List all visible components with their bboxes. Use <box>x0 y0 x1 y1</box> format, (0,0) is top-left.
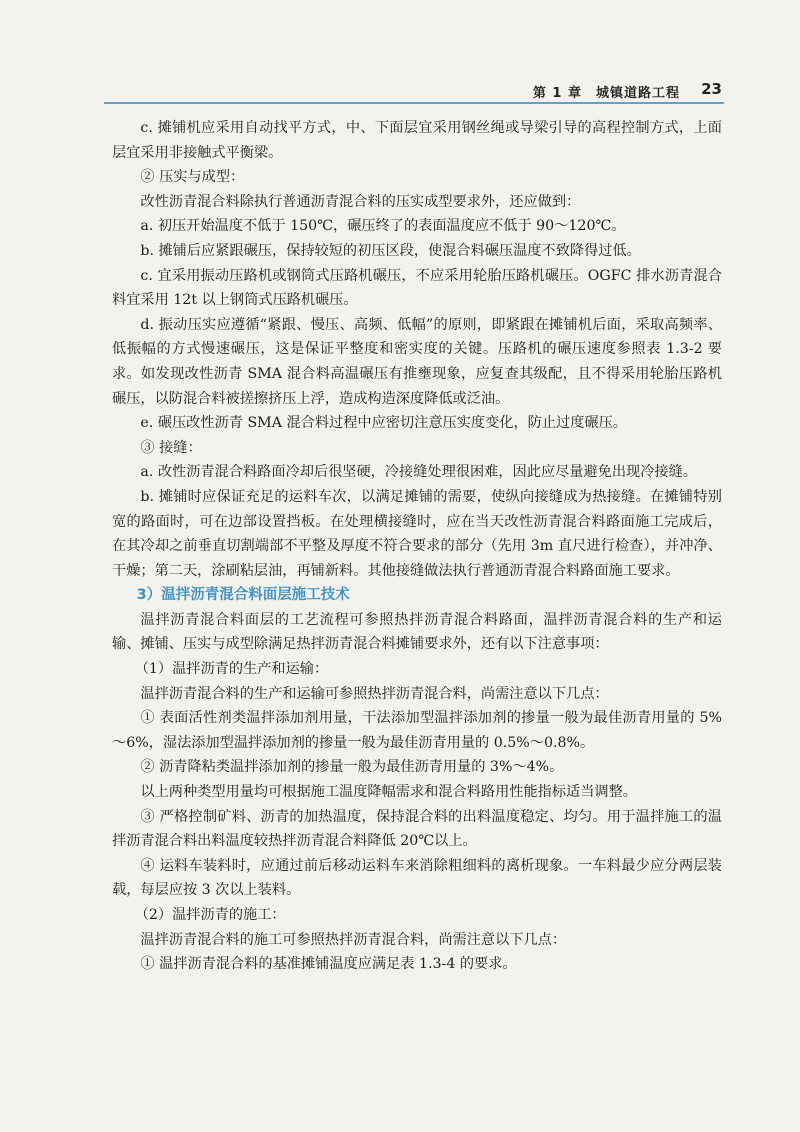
paragraph: ④ 运料车装料时，应通过前后移动运料车来消除粗细料的离析现象。一车料最少应分两层装载，每层应按 3 次以上装料。 <box>112 857 722 899</box>
page-body <box>112 116 722 977</box>
paragraph: a. 初压开始温度不低于 150℃，碾压终了的表面温度应不低于 90～120℃。 <box>140 218 626 235</box>
item-heading: ③ 接缝： <box>140 439 202 456</box>
paragraph: d. 振动压实应遵循“紧跟、慢压、高频、低幅”的原则，即紧跟在摊铺机后面，采取高频率、低振幅的方式慢速碾压，这是保证平整度和密实度的关键。压路机的碾压速度参照表 1.3-2 要求。如发现改性沥青 SMA 混合料高温碾压有推壅现象，应复查其级配，且不得采用轮胎压路机碾压，以防混合料被搓擦挤压上浮，造成构造深度降低或泛油。 <box>112 316 722 407</box>
paragraph: ② 沥青降粘类温拌添加剂的掺量一般为最佳沥青用量的 3%～4%。 <box>140 759 564 776</box>
page-header <box>104 78 724 104</box>
paragraph: 温拌沥青混合料面层的工艺流程可参照热拌沥青混合料路面，温拌沥青混合料的生产和运输、摊铺、压实与成型除满足热拌沥青混合料摊铺要求外，还有以下注意事项： <box>112 611 722 653</box>
paragraph: 温拌沥青混合料的施工可参照热拌沥青混合料，尚需注意以下几点： <box>140 931 567 948</box>
paragraph: 以上两种类型用量均可根据施工温度降幅需求和混合料路用性能指标适当调整。 <box>140 784 637 801</box>
chapter-title: 第 1 章 城镇道路工程 <box>532 86 680 101</box>
paragraph: 改性沥青混合料除执行普通沥青混合料的压实成型要求外，还应做到： <box>140 193 581 210</box>
paragraph: b. 摊铺时应保证充足的运料车次，以满足摊铺的需要，使纵向接缝成为热接缝。在摊铺特别宽的路面时，可在边部设置挡板。在处理横接缝时，应在当天改性沥青混合料路面施工完成后，在其冷却之前垂直切割端部不平整及厚度不符合要求的部分（先用 3m 直尺进行检查），并冲净、干燥；第二天，涂刷粘层油，再铺新料。其他接缝做法执行普通沥青混合料路面施工要求。 <box>112 488 722 579</box>
paragraph: b. 摊铺后应紧跟碾压，保持较短的初压区段，使混合料碾压温度不致降得过低。 <box>140 242 641 259</box>
page-number: 23 <box>701 80 722 98</box>
paragraph: e. 碾压改性沥青 SMA 混合料过程中应密切注意压实度变化，防止过度碾压。 <box>140 415 627 432</box>
subsection-heading: （1）温拌沥青的生产和运输： <box>134 661 329 678</box>
paragraph: ① 表面活性剂类温拌添加剂用量，干法添加型温拌添加剂的掺量一般为最佳沥青用量的 5%～6%，湿法添加型温拌添加剂的掺量一般为最佳沥青用量的 0.5%～0.8%。 <box>112 710 722 751</box>
section-heading: 3）温拌沥青混合料面层施工技术 <box>136 587 350 604</box>
paragraph: ③ 严格控制矿料、沥青的加热温度，保持混合料的出料温度稳定、均匀。用于温拌施工的温拌沥青混合料出料温度较热拌沥青混合料降低 20℃以上。 <box>112 808 722 850</box>
paragraph: a. 改性沥青混合料路面冷却后很坚硬，冷接缝处理很困难，因此应尽量避免出现冷接缝。 <box>140 464 697 481</box>
subsection-heading: （2）温拌沥青的施工： <box>134 907 286 923</box>
paragraph: ① 温拌沥青混合料的基准摊铺温度应满足表 1.3-4 的要求。 <box>140 956 517 973</box>
paragraph: c. 摊铺机应采用自动找平方式，中、下面层宜采用钢丝绳或导梁引导的高程控制方式，上面层宜采用非接触式平衡梁。 <box>112 120 722 161</box>
item-heading: ② 压实与成型： <box>140 169 245 186</box>
paragraph: 温拌沥青混合料的生产和运输可参照热拌沥青混合料，尚需注意以下几点： <box>140 685 609 702</box>
paragraph: c. 宜采用振动压路机或钢筒式压路机碾压，不应采用轮胎压路机碾压。OGFC 排水沥青混合料宜采用 12t 以上钢筒式压路机碾压。 <box>112 267 722 309</box>
